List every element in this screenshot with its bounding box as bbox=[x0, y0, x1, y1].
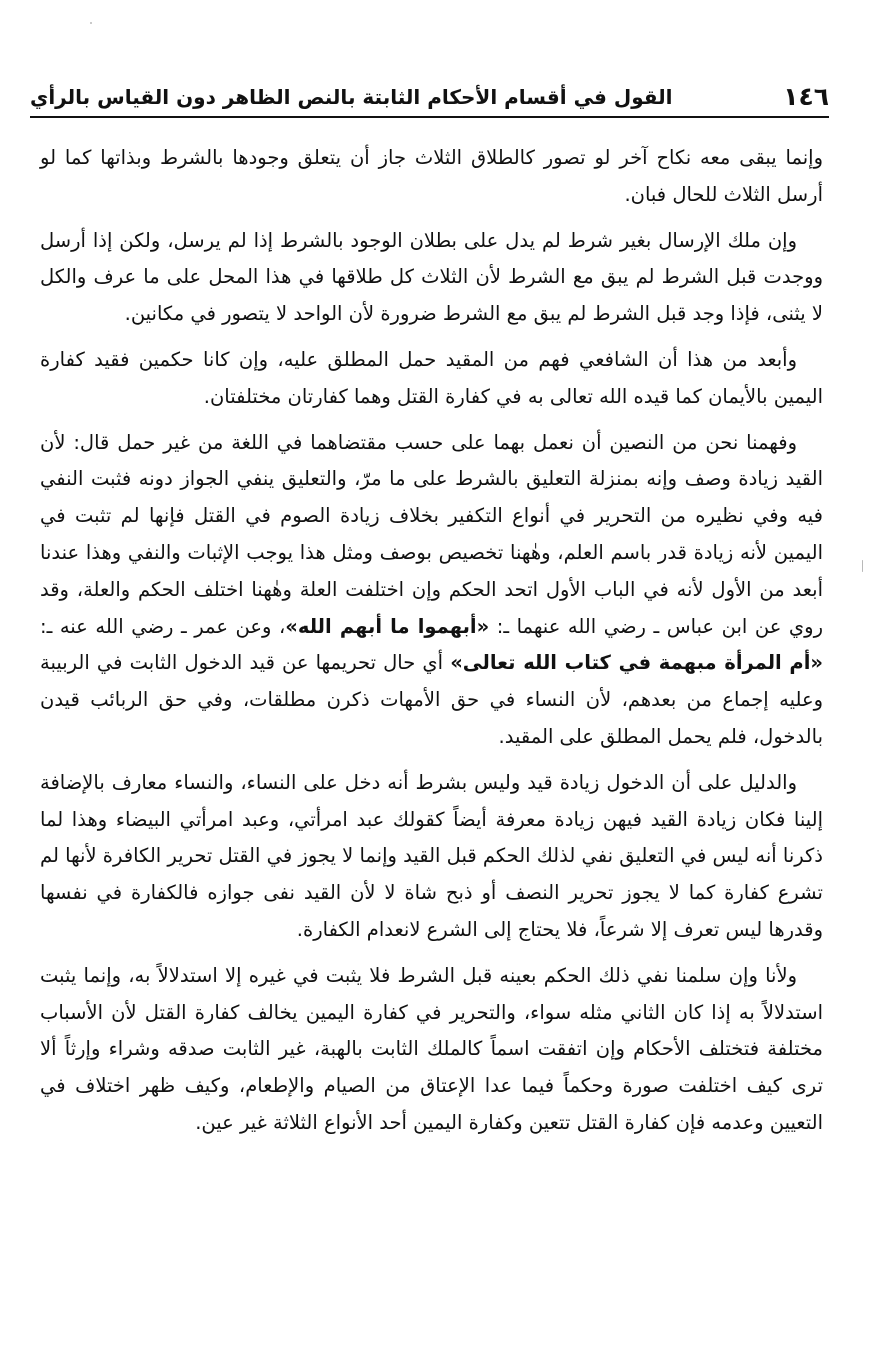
scan-speck bbox=[90, 22, 92, 24]
paragraph bbox=[40, 140, 823, 214]
paragraph-text: وإنما يبقى معه نكاح آخر لو تصور كالطلاق الثلاث جاز أن يتعلق وجودها بالشرط وبذاتها كما لو أرسل الثلاث للحال فبان. bbox=[40, 146, 823, 206]
paragraph-text: والدليل على أن الدخول زيادة قيد وليس بشرط أنه دخل على النساء، والنساء معارف بالإضافة إلينا فكان زيادة القيد فيهن زيادة معرفة أيضاً كقولك عبد امرأتي، وعبد امرأتي البيضاء وهذا لما ذكرنا أنه ليس في التعليق نفي لذلك الحكم قبل القيد وإنما لا يجوز في القتل تحرير الكافرة لأنها لم تشرع كفارة كما لا يجوز تحرير النصف أو ذبح شاة لا لأن القيد نفى جوازه فالكفارة في نفسها وقدرها ليس تعرف إلا شرعاً، فلا يحتاج إلى الشرع لانعدام الكفارة. bbox=[40, 770, 823, 941]
page-number: ١٤٦ bbox=[783, 82, 829, 111]
body-text bbox=[40, 140, 823, 1151]
paragraph bbox=[40, 223, 823, 333]
running-header bbox=[30, 70, 829, 112]
paragraph-text: ، وعن عمر ـ رضي الله عنه ـ: bbox=[40, 614, 286, 638]
paragraph bbox=[40, 958, 823, 1142]
paragraph-text: ولأنا وإن سلمنا نفي ذلك الحكم بعينه قبل الشرط فلا يثبت في غيره إلا استدلالاً به، وإنما يثبت استدلالاً به إذا كان الثاني مثله سواء، والتحرير في كفارة اليمين يخالف كفارة القتل لأن الأسباب مختلفة فتختلف الأحكام وإن اتفقت اسماً كالملك الثابت بالهبة، غير الثابت صدقه وشراء وإرثاً ألا ترى كيف اختلفت صورة وحكماً فيما عدا الإعتاق من الصيام والإطعام، وكيف ظهر اختلاف في التعيين وعدمه فإن كفارة القتل تتعين وكفارة اليمين أحد الأنواع الثلاثة غير عين. bbox=[40, 963, 823, 1134]
scan-speck bbox=[862, 560, 863, 572]
athar-quote: «أم المرأة مبهمة في كتاب الله تعالى» bbox=[450, 651, 823, 675]
hadith-quote: «أبهموا ما أبهم الله» bbox=[285, 614, 490, 638]
running-title: القول في أقسام الأحكام الثابتة بالنص الظاهر دون القياس بالرأي bbox=[30, 85, 673, 109]
paragraph-text: أي حال تحريمها عن قيد الدخول الثابت في الربيبة وعليه إجماع من بعدهم، لأن النساء في حق الأمهات ذكرن مطلقات، وفي حق الربائب قيدن بالدخول، فلم يحمل المطلق على المقيد. bbox=[40, 651, 823, 748]
paragraph-text: وفهمنا نحن من النصين أن نعمل بهما على حسب مقتضاهما في اللغة من غير حمل قال: لأن القيد زيادة وصف وإنه بمنزلة التعليق بالشرط على ما مرّ، والتعليق ينفي الجواز دونه فثبت النفي فيه وفي نظيره من التحرير في أنواع التكفير بخلاف زيادة الصوم في القتل فإنها لم تثبت في اليمين لأنه زيادة قدر باسم العلم، وهٰهنا تخصيص بوصف ومثل هذا يوجب الإثبات والنفي وهذا عندنا أبعد من الأول لأنه في الباب الأول اتحد الحكم وإن اختلفت العلة وهٰهنا اختلف الحكم والعلة، وقد روي عن ابن عباس ـ رضي الله عنهما ـ: bbox=[40, 430, 824, 638]
paragraph bbox=[40, 342, 823, 416]
header-rule bbox=[30, 116, 829, 118]
paragraph bbox=[40, 765, 823, 949]
paragraph bbox=[40, 425, 823, 756]
paragraph-text: وأبعد من هذا أن الشافعي فهم من المقيد حمل المطلق عليه، وإن كانا حكمين فقيد كفارة اليمين بالأيمان كما قيده الله تعالى به في كفارة القتل وهما كفارتان مختلفتان. bbox=[40, 347, 823, 408]
paragraph-text: وإن ملك الإرسال بغير شرط لم يدل على بطلان الوجود بالشرط إذا لم يرسل، ولكن إذا أرسل ووجدت قبل الشرط لم يبق مع الشرط لأن الثلاث كل طلاقها في هذا المحل على ما عرف والكل لا يثنى، فإذا وجد قبل الشرط لم يبق مع الشرط ضرورة لأن الواحد لا يتصور في مكانين. bbox=[40, 228, 823, 326]
